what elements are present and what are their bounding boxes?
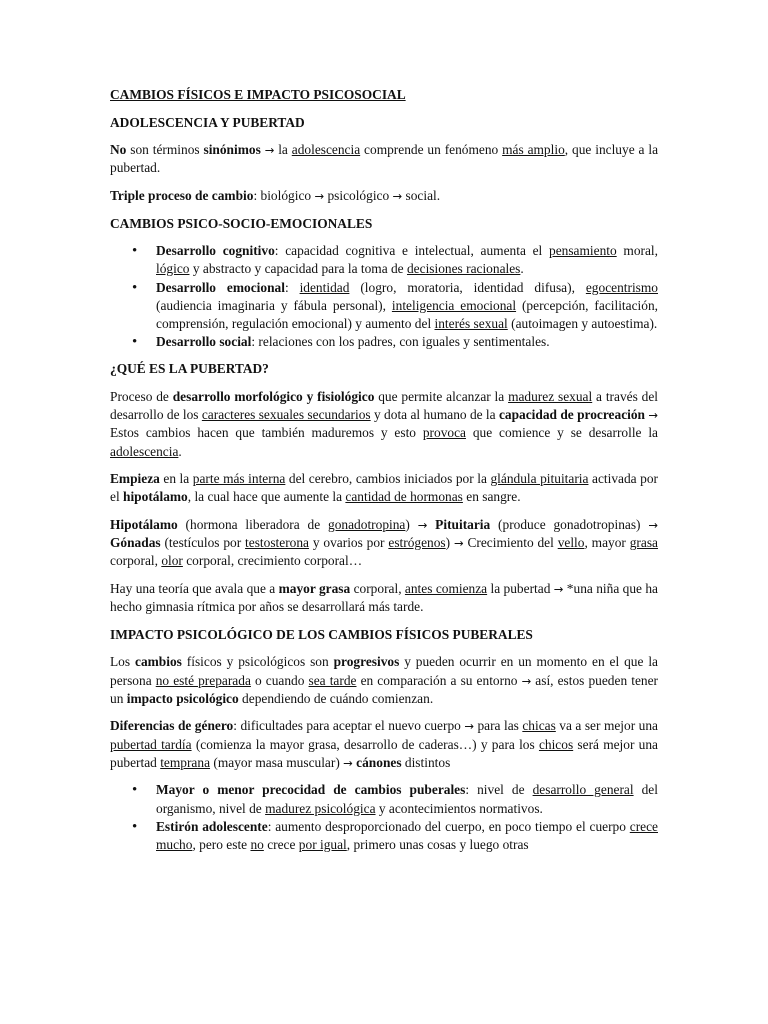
- text-run: Proceso de: [110, 388, 173, 404]
- text-run: , la cual hace que aumente la: [187, 489, 346, 505]
- bold-term: Estirón adolescente: [156, 818, 268, 834]
- underlined-term: chicas: [522, 718, 556, 734]
- document-title: CAMBIOS FÍSICOS E IMPACTO PSICOSOCIAL: [110, 87, 406, 102]
- bold-term: Desarrollo cognitivo: [156, 243, 275, 259]
- underlined-term: madurez psicológica: [265, 800, 376, 816]
- list-item: [156, 781, 658, 817]
- text-run: será mejor una pubertad: [110, 736, 659, 770]
- text-run: y dota al humano de la: [370, 407, 499, 423]
- bold-term: Hipotálamo: [110, 516, 178, 532]
- underlined-term: no esté preparada: [155, 672, 251, 688]
- underlined-term: temprana: [160, 754, 211, 770]
- paragraph-cambios: [110, 653, 658, 708]
- text-run: ): [445, 535, 454, 551]
- section-heading-impacto: IMPACTO PSICOLÓGICO DE LOS CAMBIOS FÍSICOS PUBERALES: [110, 626, 533, 642]
- arrow-icon: →: [264, 143, 275, 158]
- text-run: distintos: [401, 754, 451, 770]
- paragraph-triple-proceso: [110, 187, 658, 205]
- bold-term: Desarrollo social: [156, 334, 252, 350]
- underlined-term: no: [250, 836, 264, 852]
- bold-term: Diferencias de género: [110, 718, 234, 734]
- text-run: (audiencia imaginaria y fábula personal),: [156, 297, 392, 313]
- text-run: y acontecimientos normativos.: [375, 800, 543, 816]
- arrow-icon: →: [392, 188, 403, 203]
- text-run: : biológico: [253, 187, 315, 203]
- paragraph-sinonimos: [110, 141, 658, 177]
- bold-term: progresivos: [333, 654, 400, 670]
- bold-term: Mayor o menor precocidad de cambios puberales: [156, 782, 466, 798]
- text-run: *una niña que ha hecho gimnasia rítmica por años se desarrollará más tarde.: [110, 580, 658, 615]
- text-run: crece: [263, 836, 299, 852]
- bold-term: Empieza: [110, 471, 160, 487]
- text-run: (hormona liberadora de: [177, 516, 329, 532]
- paragraph-proceso: [110, 388, 658, 461]
- text-run: : aumento desproporcionado del cuerpo, en poco tiempo el cuerpo: [267, 818, 630, 834]
- bold-term: capacidad de procreación: [498, 407, 646, 423]
- text-run: : nivel de: [465, 782, 533, 798]
- underlined-term: identidad: [299, 279, 350, 295]
- underlined-term: por igual: [298, 836, 347, 852]
- arrow-icon: →: [648, 517, 658, 532]
- text-run: la: [274, 142, 292, 158]
- text-run: (percepción, facilitación, comprensión, regulación emocional) y aumento del: [156, 297, 659, 331]
- bullet-list-desarrollo: [110, 242, 658, 351]
- bold-term: cánones: [356, 754, 402, 770]
- underlined-term: lógico: [156, 261, 190, 277]
- bold-term: Gónadas: [110, 535, 161, 551]
- underlined-term: sea tarde: [308, 672, 357, 688]
- underlined-term: caracteres sexuales secundarios: [201, 407, 371, 423]
- text-run: (mayor masa muscular): [210, 754, 344, 770]
- paragraph-empieza: [110, 470, 658, 506]
- underlined-term: adolescencia: [110, 443, 179, 459]
- list-item: [156, 818, 658, 854]
- arrow-icon: →: [553, 581, 564, 596]
- text-run: son términos: [126, 142, 204, 158]
- underlined-term: decisiones racionales: [406, 261, 521, 277]
- text-run: en sangre.: [462, 489, 521, 505]
- text-run: : dificultades para aceptar el nuevo cuerpo: [233, 718, 465, 734]
- list-item: [156, 333, 658, 351]
- underlined-term: parte más interna: [192, 471, 286, 487]
- paragraph-teoria: [110, 580, 658, 616]
- bold-term: No: [110, 142, 127, 158]
- text-run: y abstracto y capacidad para la toma de: [189, 261, 407, 277]
- text-run: en la: [159, 471, 193, 487]
- bold-term: hipotálamo: [123, 489, 188, 505]
- underlined-term: provoca: [422, 425, 466, 441]
- arrow-icon: →: [343, 755, 353, 770]
- text-run: la pubertad: [487, 580, 554, 596]
- bold-term: mayor grasa: [278, 580, 351, 596]
- text-run: para las: [473, 718, 523, 734]
- underlined-term: interés sexual: [434, 315, 508, 331]
- text-run: corporal,: [110, 553, 162, 569]
- text-run: del cerebro, cambios iniciados por la: [285, 471, 491, 487]
- underlined-term: egocentrismo: [585, 279, 658, 295]
- text-run: psicológico: [324, 187, 393, 203]
- list-item: [156, 242, 658, 278]
- section-heading-adolescencia: ADOLESCENCIA Y PUBERTAD: [110, 114, 305, 130]
- underlined-term: antes comienza: [404, 580, 488, 596]
- text-run: comprende un fenómeno: [360, 142, 503, 158]
- text-run: .: [178, 443, 182, 459]
- underlined-term: pensamiento: [549, 243, 617, 259]
- text-run: , primero unas cosas y luego otras: [346, 836, 529, 852]
- text-run: (logro, moratoria, identidad difusa),: [349, 279, 586, 295]
- text-run: (testículos por: [160, 535, 246, 551]
- text-run: corporal, crecimiento corporal…: [182, 553, 363, 569]
- underlined-term: madurez sexual: [508, 388, 593, 404]
- underlined-term: adolescencia: [291, 142, 361, 158]
- underlined-term: desarrollo general: [532, 782, 634, 798]
- underlined-term: cantidad de hormonas: [345, 489, 463, 505]
- text-run: del organismo, nivel de: [156, 782, 658, 816]
- arrow-icon: →: [453, 536, 464, 551]
- underlined-term: glándula pituitaria: [490, 471, 589, 487]
- text-run: Estos cambios hacen que también maduremos y esto: [110, 425, 423, 441]
- bold-term: cambios: [135, 654, 182, 670]
- text-run: dependiendo de cuándo comienzan.: [238, 690, 434, 706]
- text-run: .: [520, 261, 524, 277]
- underlined-term: olor: [161, 553, 183, 569]
- list-item: [156, 279, 658, 334]
- bold-term: sinónimos: [203, 142, 261, 158]
- underlined-term: vello: [557, 535, 585, 551]
- bold-term: Triple proceso de cambio: [110, 187, 254, 203]
- text-run: [427, 517, 435, 532]
- text-run: o cuando: [250, 672, 309, 688]
- text-run: en comparación a su entorno: [356, 672, 522, 688]
- underlined-term: chicos: [538, 736, 574, 752]
- underlined-term: pubertad tardía: [110, 736, 192, 752]
- text-run: (comienza la mayor grasa, desarrollo de caderas…) y para los: [191, 736, 539, 752]
- section-heading-pubertad: ¿QUÉ ES LA PUBERTAD?: [110, 361, 269, 377]
- text-run: : relaciones con los padres, con iguales y sentimentales.: [251, 334, 550, 350]
- arrow-icon: →: [648, 408, 659, 423]
- text-run: (produce gonadotropinas): [490, 516, 649, 532]
- text-run: , mayor: [584, 535, 630, 551]
- underlined-term: testosterona: [245, 535, 310, 551]
- arrow-icon: →: [417, 517, 428, 532]
- section-heading-psico-socio: CAMBIOS PSICO-SOCIO-EMOCIONALES: [110, 215, 373, 231]
- text-run: Hay una teoría que avala que a: [110, 580, 279, 596]
- text-run: que comience y se desarrolle la: [465, 425, 658, 441]
- paragraph-hipotalamo: [110, 516, 658, 571]
- text-run: , pero este: [192, 836, 251, 852]
- text-run: Crecimiento del: [463, 535, 558, 551]
- bullet-list-impacto: [110, 781, 658, 854]
- text-run: activada por el: [110, 471, 659, 505]
- text-run: Los: [110, 654, 135, 670]
- bold-term: impacto psicológico: [126, 690, 239, 706]
- arrow-icon: →: [314, 188, 325, 203]
- underlined-term: gonadotropina: [328, 516, 406, 532]
- text-run: corporal,: [350, 580, 405, 596]
- text-run: (autoimagen y autoestima).: [507, 315, 658, 331]
- text-run: :: [284, 279, 300, 295]
- text-run: a través del desarrollo de los: [110, 388, 658, 423]
- underlined-term: grasa: [629, 535, 658, 551]
- text-run: social.: [402, 187, 441, 203]
- text-run: , que incluye a la pubertad.: [110, 142, 659, 176]
- arrow-icon: →: [521, 673, 532, 688]
- text-run: así, estos pueden tener un: [110, 672, 658, 706]
- arrow-icon: →: [464, 719, 474, 734]
- text-run: y pueden ocurrir en un momento en el que la persona: [110, 654, 658, 688]
- text-run: que permite alcanzar la: [374, 388, 509, 404]
- text-run: ): [405, 516, 418, 532]
- bold-term: desarrollo morfológico y fisiológico: [172, 388, 375, 404]
- text-run: : capacidad cognitiva e intelectual, aumenta el: [274, 243, 549, 259]
- text-run: moral,: [616, 243, 658, 259]
- bold-term: Pituitaria: [435, 516, 491, 532]
- text-run: físicos y psicológicos son: [181, 654, 334, 670]
- bold-term: Desarrollo emocional: [156, 279, 285, 295]
- text-run: y ovarios por: [309, 535, 389, 551]
- underlined-term: estrógenos: [388, 535, 446, 551]
- underlined-term: más amplio: [502, 142, 565, 158]
- paragraph-genero: [110, 717, 658, 772]
- text-run: va a ser mejor una: [555, 718, 658, 734]
- underlined-term: inteligencia emocional: [391, 297, 517, 313]
- underlined-term: crece mucho: [156, 818, 658, 852]
